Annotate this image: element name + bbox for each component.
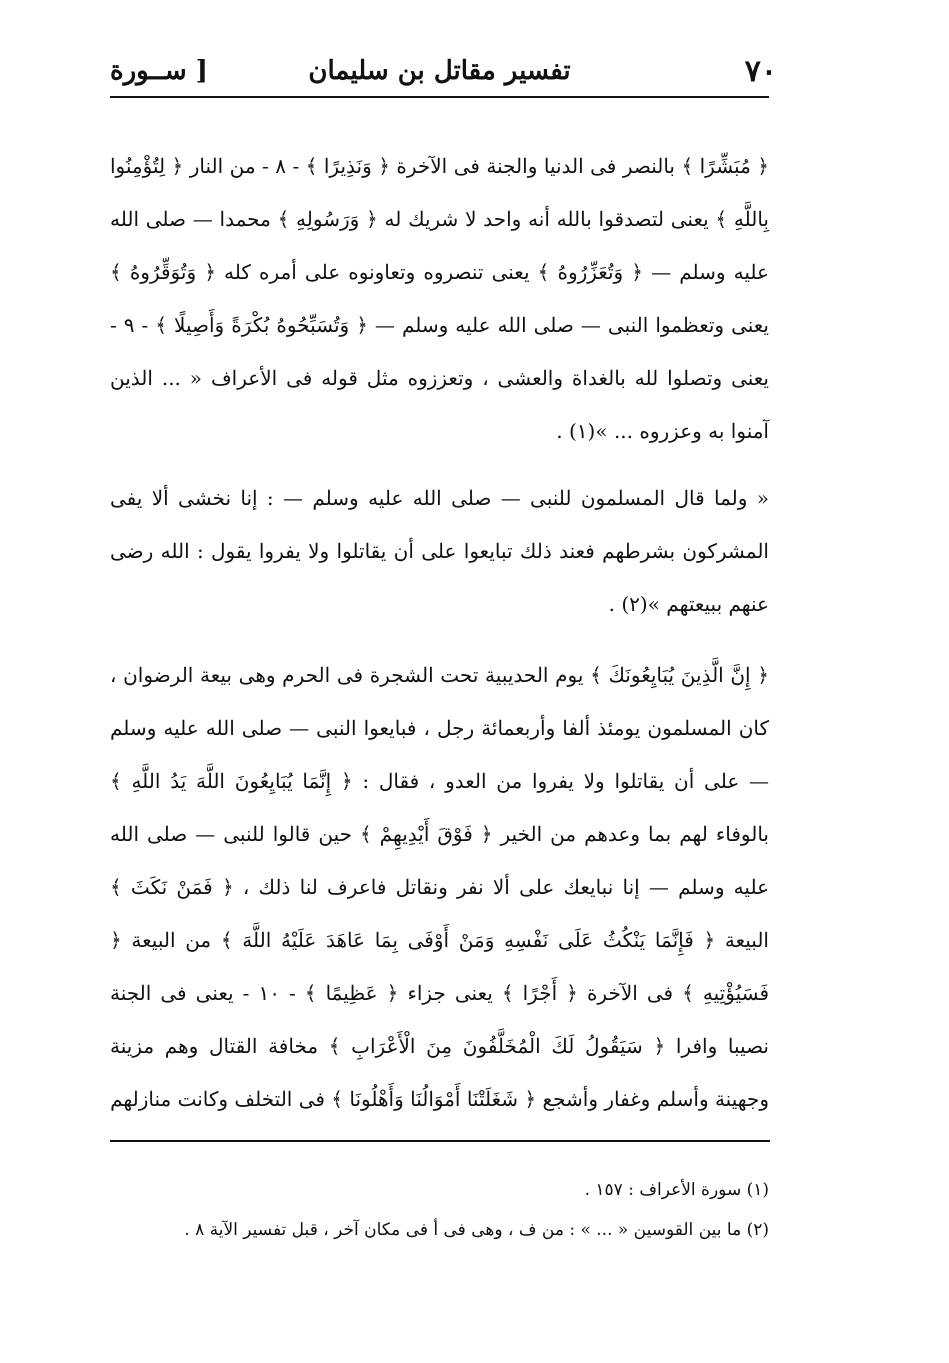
book-title: تفسير مقاتل بن سليمان xyxy=(308,56,571,86)
paragraph-1: ﴿ مُبَشِّرًا ﴾ بالنصر فى الدنيا والجنة فى الآخرة ﴿ وَنَذِيرًا ﴾ - ٨ - من النار ﴿ لِتُؤْمِنُوا بِاللَّهِ ﴾ يعنى لتصدقوا بالله أنه واحد لا شريك له ﴿ وَرَسُولِهِ ﴾ محمدا — صلى الله عليه وسلم — ﴿ وَتُعَزِّرُوهُ ﴾ يعنى تنصروه وتعاونوه على أمره كله ﴿ وَتُوَقِّرُوهُ ﴾ يعنى وتعظموا النبى — صلى الله عليه وسلم — ﴿ وَتُسَبِّحُوهُ بُكْرَةً وَأَصِيلًا ﴾ - ٩ - يعنى وتصلوا لله بالغداة والعشى ، وتعززوه مثل قوله فى الأعراف « ... الذين آمنوا به وعزروه ... »(١) . xyxy=(110,154,769,443)
page-body xyxy=(110,140,769,1138)
footnote-2: (٢) ما بين القوسين « ... » : من ف ، وهى فى أ فى مكان آخر ، قبل تفسير الآية ٨ . xyxy=(184,1220,769,1240)
footnotes xyxy=(110,1170,769,1250)
running-head xyxy=(110,48,777,98)
paragraph-2: « ولما قال المسلمون للنبى — صلى الله عليه وسلم — : إنا نخشى ألا يفى المشركون بشرطهم فعند ذلك تبايعوا على أن يقاتلوا ولا يفروا يقول : الله رضى عنهم ببيعتهم »(٢) . xyxy=(110,486,769,616)
footnote-1: (١) سورة الأعراف : ١٥٧ . xyxy=(584,1180,769,1200)
footnote-divider xyxy=(110,1140,770,1142)
page-number: ٧٠ xyxy=(744,54,777,89)
paragraph-3: ﴿ إِنَّ الَّذِينَ يُبَايِعُونَكَ ﴾ يوم الحديبية تحت الشجرة فى الحرم وهى بيعة الرضوان ، كان المسلمون يومئذ ألفا وأربعمائة رجل ، فبايعوا النبى — صلى الله عليه وسلم — على أن يقاتلوا ولا يفروا من العدو ، فقال : ﴿ إِنَّمَا يُبَايِعُونَ اللَّهَ يَدُ اللَّهِ ﴾ بالوفاء لهم بما وعدهم من الخير ﴿ فَوْقَ أَيْدِيهِمْ ﴾ حين قالوا للنبى — صلى الله عليه وسلم — إنا نبايعك على ألا نفر ونقاتل فاعرف لنا ذلك ، ﴿ فَمَنْ نَكَثَ ﴾ البيعة ﴿ فَإِنَّمَا يَنْكُثُ عَلَى نَفْسِهِ وَمَنْ أَوْفَى بِمَا عَاهَدَ عَلَيْهُ اللَّهَ ﴾ من البيعة ﴿ فَسَيُؤْتِيهِ ﴾ فى الآخرة ﴿ أَجْرًا ﴾ يعنى جزاء ﴿ عَظِيمًا ﴾ - ١٠ - يعنى فى الجنة نصيبا وافرا ﴿ سَيَقُولُ لَكَ الْمُخَلَّفُونَ مِنَ الْأَعْرَابِ ﴾ مخافة القتال وهم مزينة وجهينة وأسلم وغفار وأشجع ﴿ شَغَلَتْنَا أَمْوَالُنَا وَأَهْلُونَا ﴾ فى التخلف وكانت منازلهم xyxy=(110,663,770,1111)
surah-heading: [ ســورة xyxy=(110,56,208,86)
